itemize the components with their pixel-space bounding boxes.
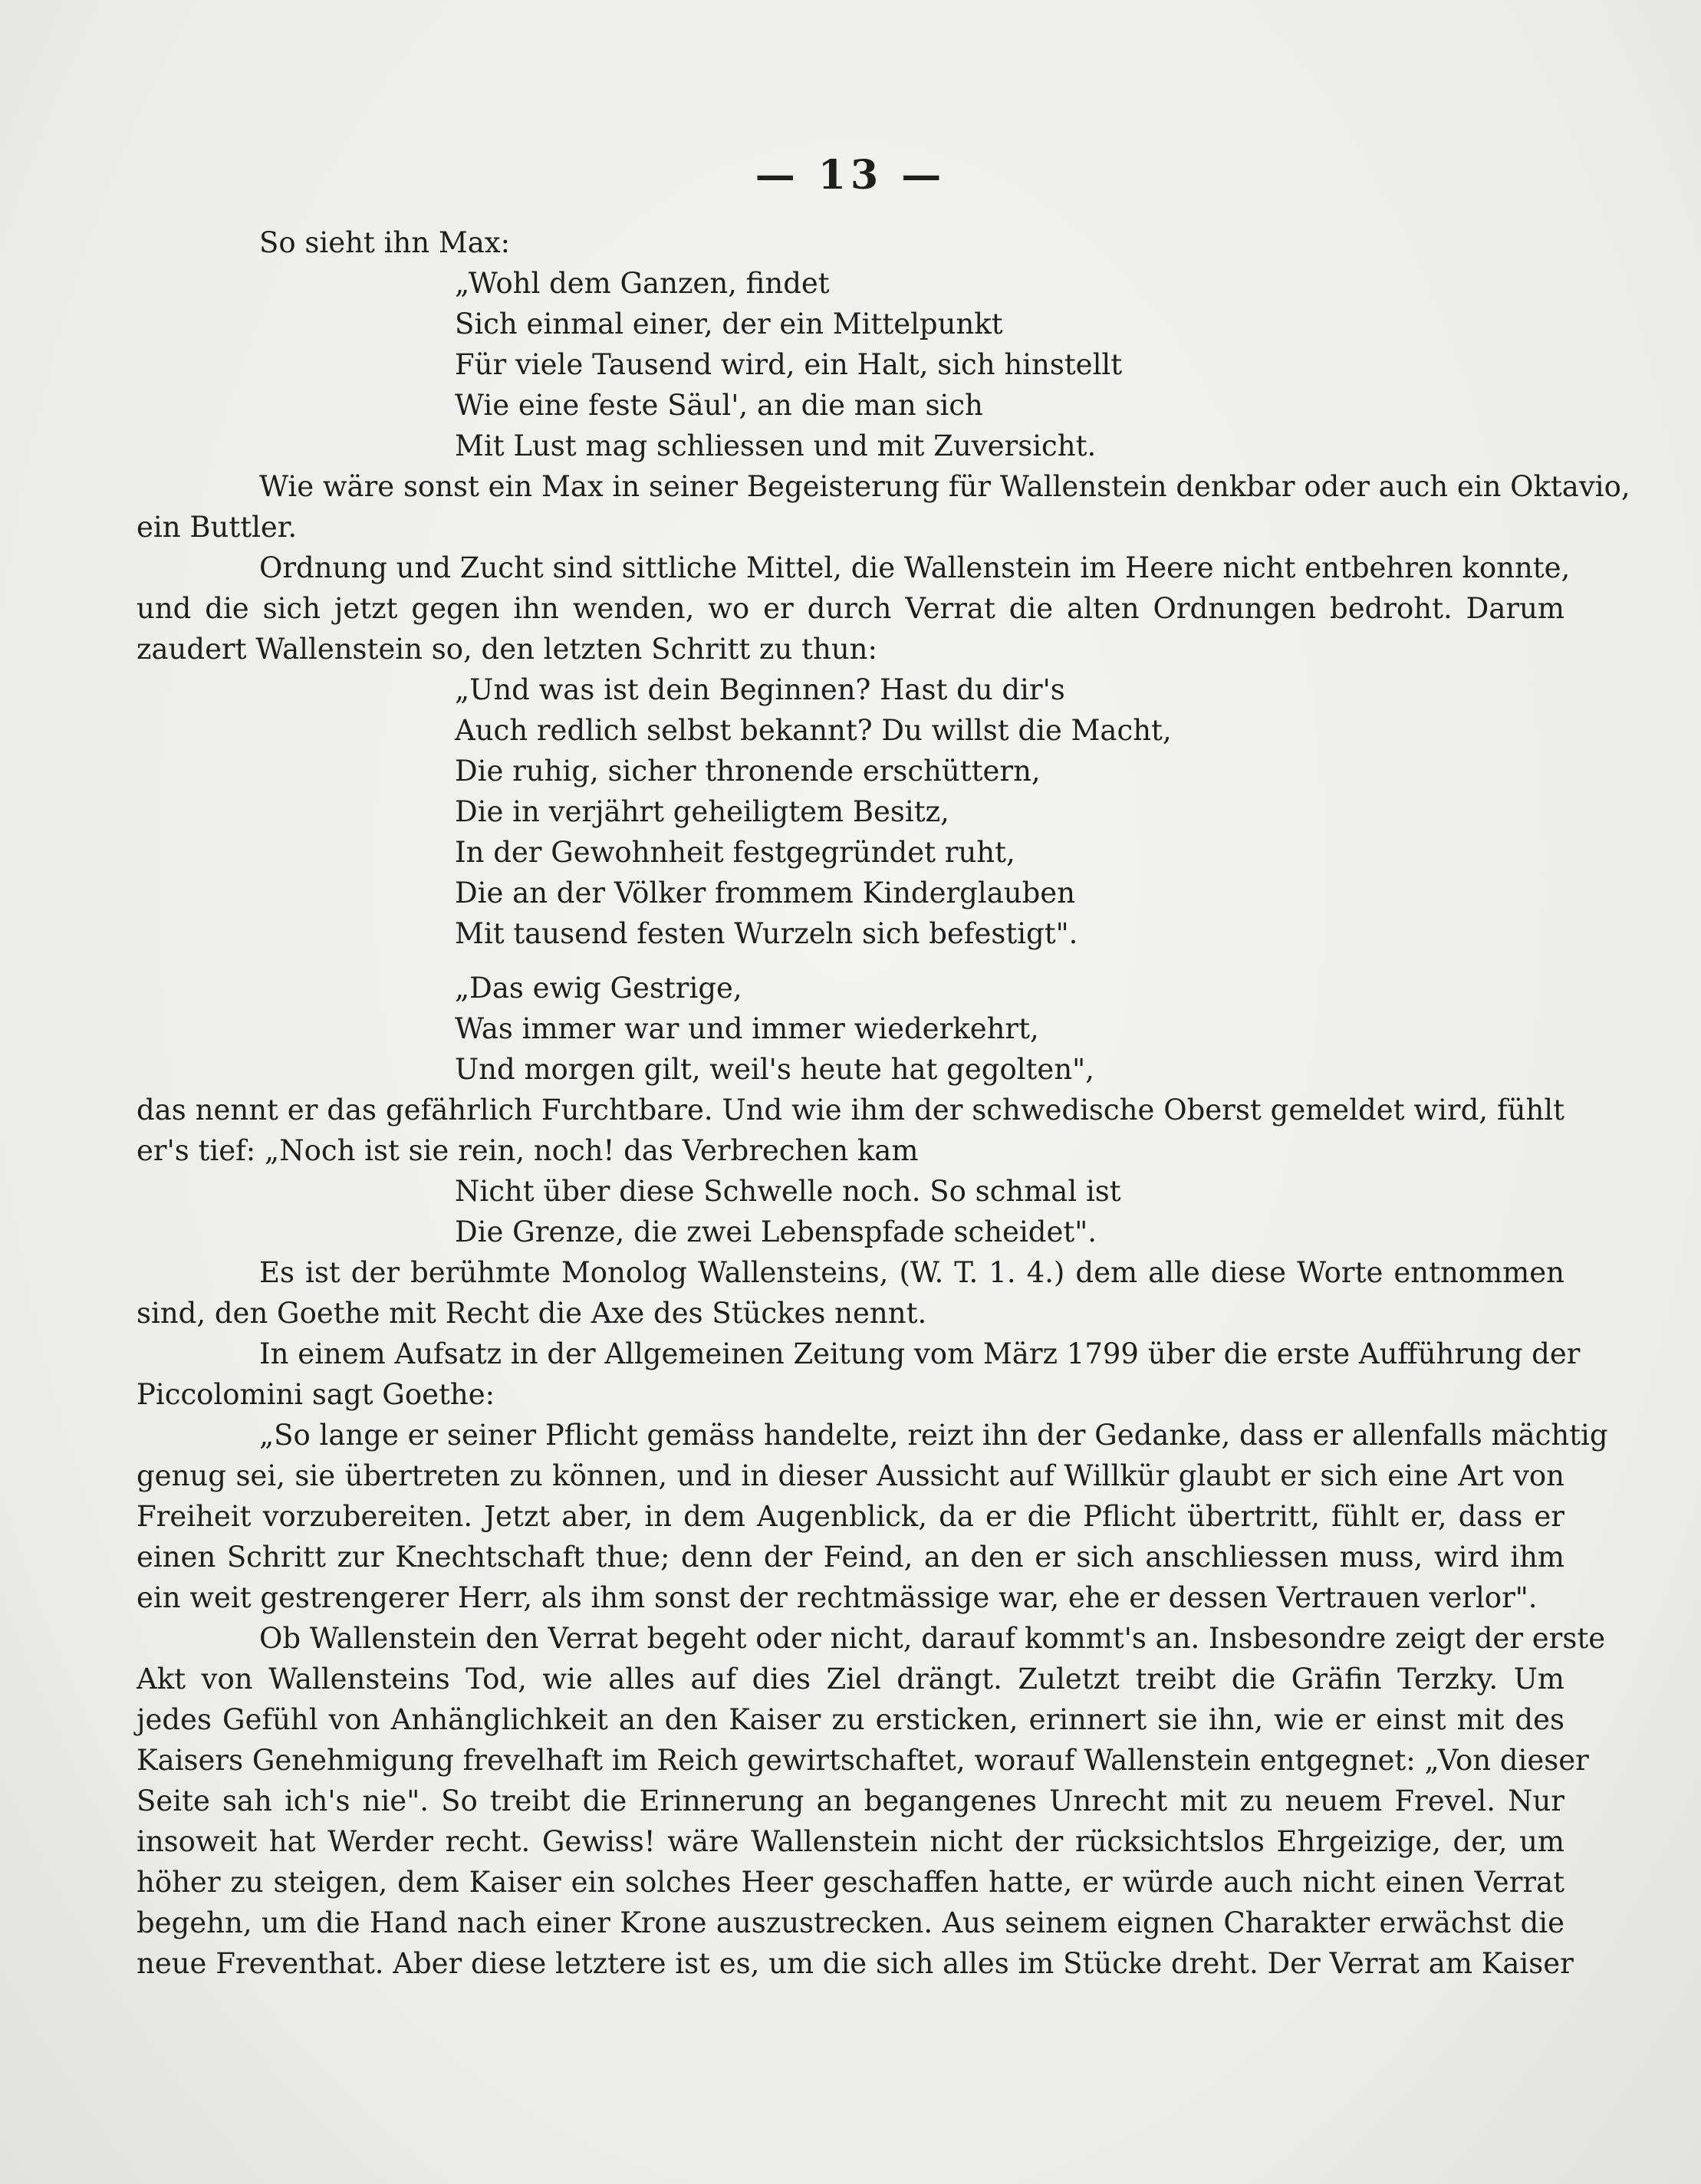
verse-line: Was immer war und immer wiederkehrt, (455, 1012, 1039, 1045)
verse-line: „Wohl dem Ganzen, findet (455, 267, 830, 300)
text-line: Akt von Wallensteins Tod, wie alles auf dies Ziel drängt. Zuletzt treibt die Gräfin Terzky. Um (137, 1663, 1564, 1696)
text-line: zaudert Wallenstein so, den letzten Schritt zu thun: (137, 633, 877, 666)
text-line: Freiheit vorzubereiten. Jetzt aber, in dem Augenblick, da er die Pflicht übertritt, fühlt er, dass er (137, 1500, 1564, 1533)
text-line: So sieht ihn Max: (259, 226, 511, 259)
text-line: Ordnung und Zucht sind sittliche Mittel, die Wallenstein im Heere nicht entbehren konnte, (259, 551, 1571, 584)
verse-line: Nicht über diese Schwelle noch. So schmal ist (455, 1175, 1121, 1208)
verse-line: „Und was ist dein Beginnen? Hast du dir's (455, 673, 1065, 706)
text-line: In einem Aufsatz in der Allgemeinen Zeitung vom März 1799 über die erste Aufführung der (259, 1337, 1581, 1370)
verse-line: Auch redlich selbst bekannt? Du willst die Macht, (455, 714, 1172, 747)
text-line: ein Buttler. (137, 511, 298, 544)
text-line: das nennt er das gefährlich Furchtbare. Und wie ihm der schwedische Oberst gemeldet wird, fühlt (137, 1094, 1564, 1127)
text-line: Piccolomini sagt Goethe: (137, 1378, 495, 1411)
text-line: Kaisers Genehmigung frevelhaft im Reich gewirtschaftet, worauf Wallenstein entgegnet: „Von dieser (137, 1744, 1589, 1777)
text-line: sind, den Goethe mit Recht die Axe des Stückes nennt. (137, 1297, 927, 1330)
text-line: Seite sah ich's nie". So treibt die Erinnerung an begangenes Unrecht mit zu neuem Frevel. Nur (137, 1784, 1564, 1817)
verse-line: Die in verjährt geheiligtem Besitz, (455, 795, 949, 828)
text-line: „So lange er seiner Pflicht gemäss handelte, reizt ihn der Gedanke, dass er allenfalls mächtig (259, 1419, 1608, 1452)
page-number: — 13 — (755, 152, 946, 199)
text-line: und die sich jetzt gegen ihn wenden, wo er durch Verrat die alten Ordnungen bedroht. Darum (137, 592, 1564, 625)
verse-line: Sich einmal einer, der ein Mittelpunkt (455, 308, 1003, 340)
text-line: höher zu steigen, dem Kaiser ein solches Heer geschaffen hatte, er würde auch nicht einen Verrat (137, 1866, 1564, 1899)
verse-line: Die ruhig, sicher thronende erschüttern, (455, 755, 1041, 788)
verse-line: Mit Lust mag schliessen und mit Zuversicht. (455, 429, 1097, 462)
stanza-gap (137, 954, 1564, 968)
text-line: ein weit gestrengerer Herr, als ihm sonst der rechtmässige war, ehe er dessen Vertrauen verlor". (137, 1581, 1538, 1614)
verse-line: In der Gewohnheit festgegründet ruht, (455, 836, 1015, 869)
text-line: insoweit hat Werder recht. Gewiss! wäre Wallenstein nicht der rücksichtslos Ehrgeizige, der, um (137, 1825, 1564, 1858)
verse-line: Wie eine feste Säul', an die man sich (455, 389, 983, 422)
text-line: einen Schritt zur Knechtschaft thue; denn der Feind, an den er sich anschliessen muss, wird ihm (137, 1541, 1564, 1574)
text-line: Ob Wallenstein den Verrat begeht oder nicht, darauf kommt's an. Insbesondre zeigt der erste (259, 1622, 1606, 1655)
text-line: begehn, um die Hand nach einer Krone auszustrecken. Aus seinem eignen Charakter erwächst die (137, 1906, 1564, 1939)
verse-line: „Das ewig Gestrige, (455, 972, 742, 1005)
verse-line: Mit tausend festen Wurzeln sich befestigt". (455, 917, 1078, 950)
text-line: jedes Gefühl von Anhänglichkeit an den Kaiser zu ersticken, erinnert sie ihn, wie er einst mit des (137, 1703, 1564, 1736)
text-line: Es ist der berühmte Monolog Wallensteins, (W. T. 1. 4.) dem alle diese Worte entnommen (259, 1256, 1564, 1289)
verse-line: Die an der Völker frommem Kinderglauben (455, 877, 1075, 909)
text-line: Wie wäre sonst ein Max in seiner Begeisterung für Wallenstein denkbar oder auch ein Oktavio, (259, 470, 1630, 503)
verse-line: Für viele Tausend wird, ein Halt, sich hinstellt (455, 348, 1123, 381)
text-line: er's tief: „Noch ist sie rein, noch! das Verbrechen kam (137, 1134, 919, 1167)
text-line: genug sei, sie übertreten zu können, und in dieser Aussicht auf Willkür glaubt er sich eine Art von (137, 1459, 1564, 1492)
verse-line: Die Grenze, die zwei Lebenspfade scheidet". (455, 1215, 1097, 1248)
body-text (137, 222, 1630, 1984)
text-line: neue Freventhat. Aber diese letztere ist es, um die sich alles im Stücke dreht. Der Verrat am Kaiser (137, 1947, 1574, 1980)
verse-line: Und morgen gilt, weil's heute hat gegolten", (455, 1053, 1094, 1086)
